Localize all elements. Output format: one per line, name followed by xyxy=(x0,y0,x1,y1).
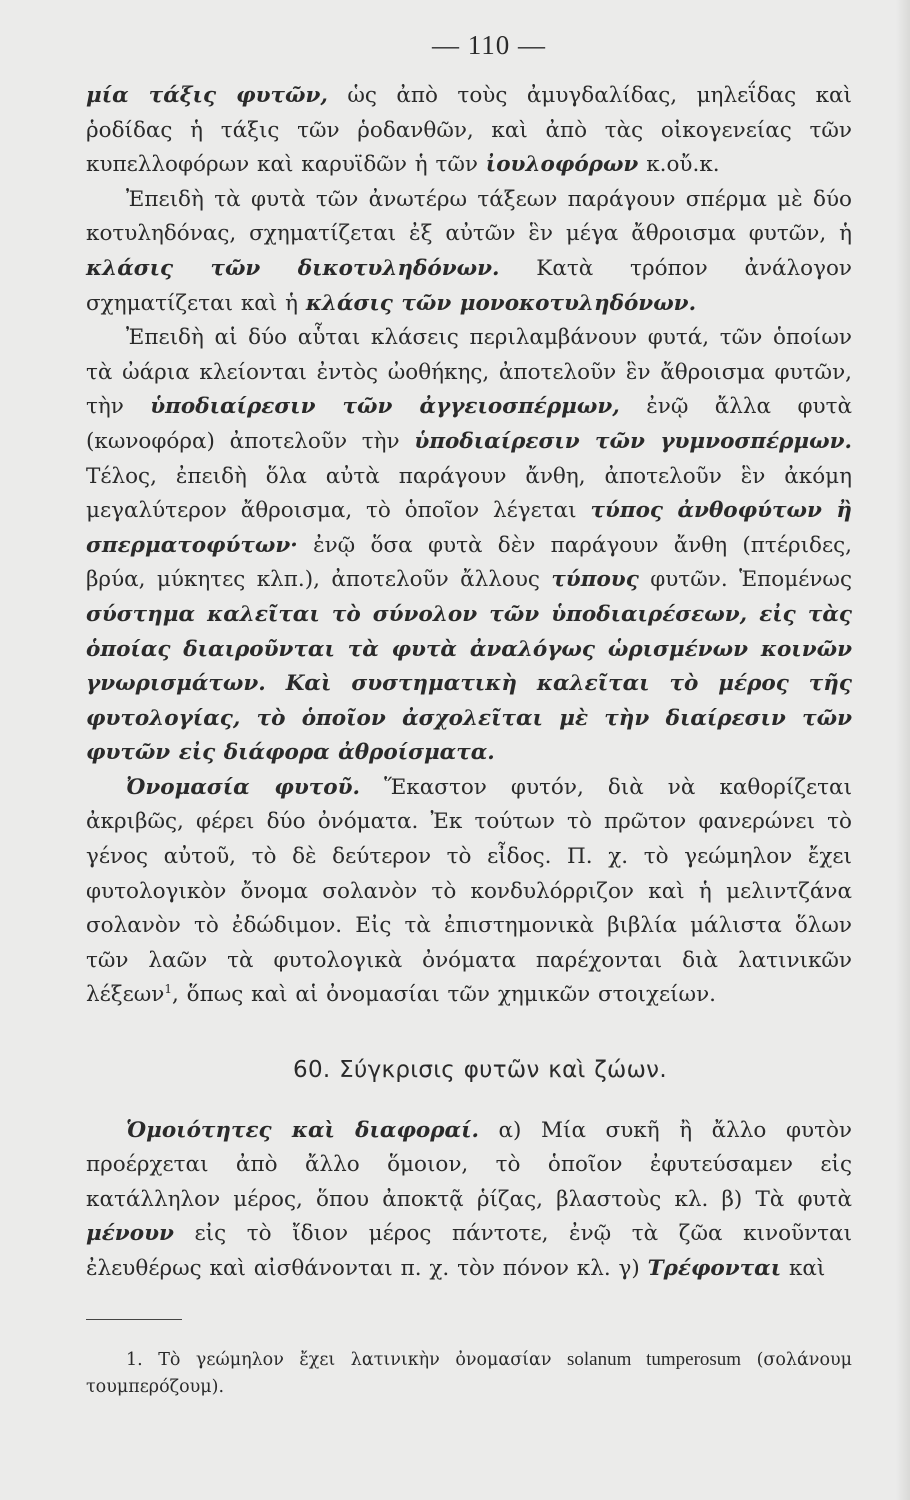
section-heading: 60. Σύγκρισις φυτῶν καὶ ζώων. xyxy=(293,1057,667,1084)
text-run: κ.οὔ.κ. xyxy=(638,152,720,178)
bold-term: ὑποδιαίρεσιν τῶν ἀγγειοσπέρμων, xyxy=(150,394,620,420)
bold-term: ἰουλοφόρων xyxy=(485,152,639,178)
text-run: καὶ xyxy=(781,1256,826,1281)
paragraph-4 xyxy=(86,771,852,1013)
footnote xyxy=(86,1346,852,1401)
bold-term: μία τάξις φυτῶν, xyxy=(86,83,328,108)
bold-term: Ὁμοιότητες καὶ διαφοραί. xyxy=(126,1117,479,1143)
bold-term: τύπους xyxy=(551,567,639,593)
latin-name: solanum tumperosum xyxy=(567,1348,742,1370)
text-run: Τέλος, ἐπειδὴ ὅλα αὐτὰ παράγουν ἄνθη, ἀποτελοῦν ἓν ἀκόμη μεγαλύτερον ἄθροισμα, τὸ ὁποῖον λέγεται xyxy=(86,463,852,524)
footnote-marker: 1. xyxy=(126,1349,143,1370)
bold-term: τύπος ἀνθοφύτων ἢ σπερματοφύτων· xyxy=(86,498,852,558)
paragraph-2 xyxy=(86,183,852,321)
text-run: ἐνῷ ὅσα φυτὰ δὲν παράγουν ἄνθη (πτέριδες, βρύα, μύκητες κλπ.), ἀποτελοῦν ἄλλους xyxy=(86,532,852,593)
text-run: α) Μία συκῆ ἢ ἄλλο φυτὸν προέρχεται ἀπὸ ἄλλο ὅμοιον, τὸ ὁποῖον ἐφυτεύσαμεν εἰς κατάλληλον μέρος, ὅπου ἀποκτᾷ ῥίζας, βλαστοὺς κλ. β) Τὰ φυτὰ xyxy=(86,1117,852,1212)
footnote-reference[interactable]: 1 xyxy=(164,982,172,997)
text-run: Τὸ γεώμηλον ἔχει λατινικὴν ὀνομασίαν xyxy=(142,1349,567,1370)
paragraph-1 xyxy=(86,79,852,183)
bold-term: Τρέφονται xyxy=(647,1256,782,1281)
text-run: ἐνῷ ἄλλα φυτὰ (κωνοφόρα) ἀποτελοῦν τὴν xyxy=(86,394,852,454)
text-run: Ἐπειδὴ τὰ φυτὰ τῶν ἀνωτέρω τάξεων παράγουν σπέρμα μὲ δύο κοτυληδόνας, σχηματίζεται ἐξ αὐτῶν ἓν μέγα ἄθροισμα φυτῶν, ἡ xyxy=(86,186,852,247)
main-text xyxy=(86,79,852,1287)
bold-term: κλάσις τῶν δικοτυληδόνων. xyxy=(86,255,500,281)
text-run: Ἕκαστον φυτόν, διὰ νὰ καθορίζεται ἀκριβῶς, φέρει δύο ὀνόματα. Ἐκ τούτων τὸ πρῶτον φανερώνει τὸ γένος αὐτοῦ, τὸ δὲ δεύτερον τὸ εἶδος. Π. χ. τὸ γεώμηλον ἔχει φυτολογικὸν ὄνομα σολανὸν τὸ κονδυλόρριζον καὶ ἡ μελιντζάνα σολανὸν τὸ ἐδώδιμον. Εἰς τὰ ἐπιστημονικὰ βιβλία μάλιστα ὅλων τῶν λαῶν τὰ φυτολογικὰ ὀνόματα παρέχονται διὰ λατινικῶν λέξεων xyxy=(86,774,853,1008)
text-run: φυτῶν. Ἑπομένως xyxy=(638,567,852,593)
bold-term: κλάσις τῶν μονοκοτυληδόνων. xyxy=(305,290,697,316)
text-run: Κατὰ τρόπον ἀνάλογον σχηματίζεται καὶ ἡ xyxy=(86,255,852,316)
text-run: , ὅπως καὶ αἱ ὀνομασίαι τῶν χημικῶν στοιχείων. xyxy=(172,982,716,1008)
footnote-divider xyxy=(86,1319,182,1320)
paragraph-5 xyxy=(86,1114,852,1287)
text-run: (σολάνουμ τουμπερόζουμ). xyxy=(86,1349,852,1397)
text-run: εἰς τὸ ἴδιον μέρος πάντοτε, ἐνῷ τὰ ζῶα κινοῦνται ἐλευθέρως καὶ αἰσθάνονται π. χ. τὸν πόνον κλ. γ) xyxy=(86,1221,852,1281)
paragraph-3 xyxy=(86,321,852,771)
text-run: ὡς ἀπὸ τοὺς ἀμυγδαλίδας, μηλεΐδας καὶ ῥοδίδας ἡ τάξις τῶν ῥοδανθῶν, καὶ ἀπὸ τὰς οἰκογενείας τῶν κυπελλοφόρων καὶ καρυϊδῶν ἡ τῶν xyxy=(86,83,852,178)
bold-term: ὑποδιαίρεσιν τῶν γυμνοσπέρμων. xyxy=(414,428,852,454)
text-run: Ἐπειδὴ αἱ δύο αὗται κλάσεις περιλαμβάνουν φυτά, τῶν ὁποίων τὰ ὠάρια κλείονται ἐντὸς ὠοθήκης, ἀποτελοῦν ἓν ἄθροισμα φυτῶν, τὴν xyxy=(86,325,852,420)
bold-definition: σύστημα καλεῖται τὸ σύνολον τῶν ὑποδιαιρέσεων, εἰς τὰς ὁποίας διαιροῦνται τὰ φυτὰ ἀναλόγως ὡρισμένων κοινῶν γνωρισμάτων. Καὶ συστηματικὴ καλεῖται τὸ μέρος τῆς φυτολογίας, τὸ ὁποῖον ἀσχολεῖται μὲ τὴν διαίρεσιν τῶν φυτῶν εἰς διάφορα ἀθροίσματα. xyxy=(86,601,852,766)
bold-term: Ὀνομασία φυτοῦ. xyxy=(126,774,360,800)
bold-term: μένουν xyxy=(86,1221,174,1247)
page-number: — 110 — xyxy=(432,30,546,60)
